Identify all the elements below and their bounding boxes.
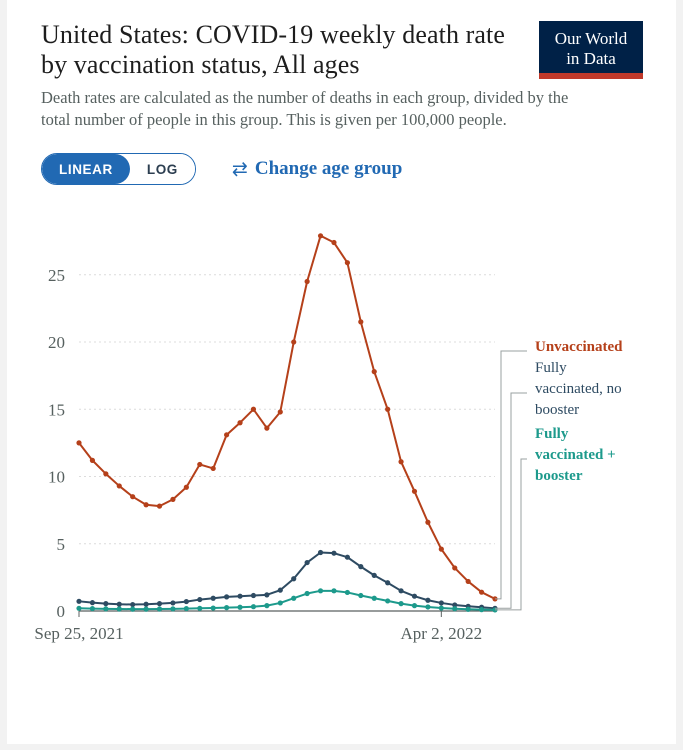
series-point [130,607,135,612]
series-point [412,489,417,494]
page-gutter-left [0,0,7,750]
series-point [452,565,457,570]
series-point [305,279,310,284]
series-point [398,588,403,593]
series-point [466,579,471,584]
series-point [211,605,216,610]
owid-logo-line2: in Data [566,49,616,68]
series-point [305,560,310,565]
series-point [117,483,122,488]
series-point [479,590,484,595]
series-point [345,590,350,595]
series-point [157,606,162,611]
x-axis-tick-label: Apr 2, 2022 [400,624,483,643]
series-point [157,601,162,606]
y-axis-tick-label: 0 [56,602,65,621]
series-point [197,597,202,602]
series-point [90,606,95,611]
series-point [291,576,296,581]
series-point [439,600,444,605]
page-title: United States: COVID-19 weekly death rate by vaccination status, All ages [41,20,506,79]
line-chart-svg[interactable] [7,199,676,679]
series-point [224,594,229,599]
series-point [278,409,283,414]
series-point [76,599,81,604]
series-point [117,602,122,607]
series-point [264,603,269,608]
legend-label: booster [535,402,580,418]
series-point [251,593,256,598]
chart-header [7,0,676,131]
series-point [76,606,81,611]
series-point [224,605,229,610]
y-axis-tick-label: 5 [56,534,65,554]
series-point [318,588,323,593]
series-point [425,598,430,603]
series-point [291,596,296,601]
series-point [197,606,202,611]
series-point [318,550,323,555]
series-point [197,462,202,467]
series-point [117,606,122,611]
series-point [130,602,135,607]
series-point [385,598,390,603]
swap-icon: ⇄ [231,158,248,180]
series-point [358,593,363,598]
series-point [412,594,417,599]
series-point [452,606,457,611]
series-point [305,591,310,596]
series-point [291,339,296,344]
legend-label: Unvaccinated [535,339,623,355]
series-point [385,407,390,412]
series-point [358,319,363,324]
chart-subtitle: Death rates are calculated as the number of deaths in each group, divided by the total number of people in this group. This is given per 100,000 people. [41,88,569,129]
series-point [170,606,175,611]
series-point [466,607,471,612]
series-point [278,588,283,593]
series-point [170,497,175,502]
series-point [278,600,283,605]
series-point [157,504,162,509]
series-point [372,596,377,601]
series-point [237,594,242,599]
series-point [412,603,417,608]
legend-label: vaccinated, no [535,381,622,397]
series-point [398,459,403,464]
chart-area[interactable] [7,199,676,679]
series-point [211,466,216,471]
legend-label: Fully [535,360,567,376]
series-point [76,440,81,445]
scale-linear-button[interactable]: LINEAR [42,154,130,184]
y-axis-tick-label: 15 [48,400,65,420]
series-point [184,606,189,611]
series-point [103,471,108,476]
y-axis-tick-label: 20 [48,333,65,353]
series-point [345,555,350,560]
scale-toggle[interactable] [41,153,196,185]
y-axis-tick-label: 10 [48,467,65,487]
series-point [90,600,95,605]
series-point [331,551,336,556]
series-point [251,407,256,412]
series-point [264,592,269,597]
series-point [184,599,189,604]
legend-leader-line [495,393,527,608]
series-point [103,606,108,611]
series-point [170,600,175,605]
x-axis-tick-label: Sep 25, 2021 [34,624,124,643]
series-point [439,547,444,552]
series-point [358,564,363,569]
series-point [318,233,323,238]
series-point [385,580,390,585]
series-point [130,494,135,499]
chart-card [7,0,676,744]
page-gutter-bottom [0,744,683,750]
series-point [211,596,216,601]
series-point [103,601,108,606]
series-point [439,605,444,610]
series-point [398,601,403,606]
series-line-0[interactable] [79,236,495,599]
owid-logo-line1: Our World [554,29,628,48]
chart-controls [41,153,676,185]
legend-label: vaccinated + [535,447,616,463]
legend-label: Fully [535,426,569,442]
series-point [251,604,256,609]
y-axis-tick-label: 25 [48,265,65,285]
scale-log-button[interactable]: LOG [130,154,195,184]
series-point [372,369,377,374]
series-point [184,485,189,490]
series-point [143,502,148,507]
series-point [345,260,350,265]
change-age-group-label: Change age group [254,158,403,179]
series-point [425,520,430,525]
series-point [331,588,336,593]
change-age-group-button[interactable] [232,158,402,180]
series-point [331,240,336,245]
legend-label: booster [535,468,583,484]
page-gutter-right [676,0,683,750]
series-point [237,420,242,425]
series-point [372,573,377,578]
series-point [425,604,430,609]
series-point [264,426,269,431]
series-point [143,602,148,607]
series-point [237,605,242,610]
series-point [143,607,148,612]
series-point [90,458,95,463]
series-point [224,432,229,437]
series-point [479,607,484,612]
owid-logo[interactable] [539,21,643,79]
